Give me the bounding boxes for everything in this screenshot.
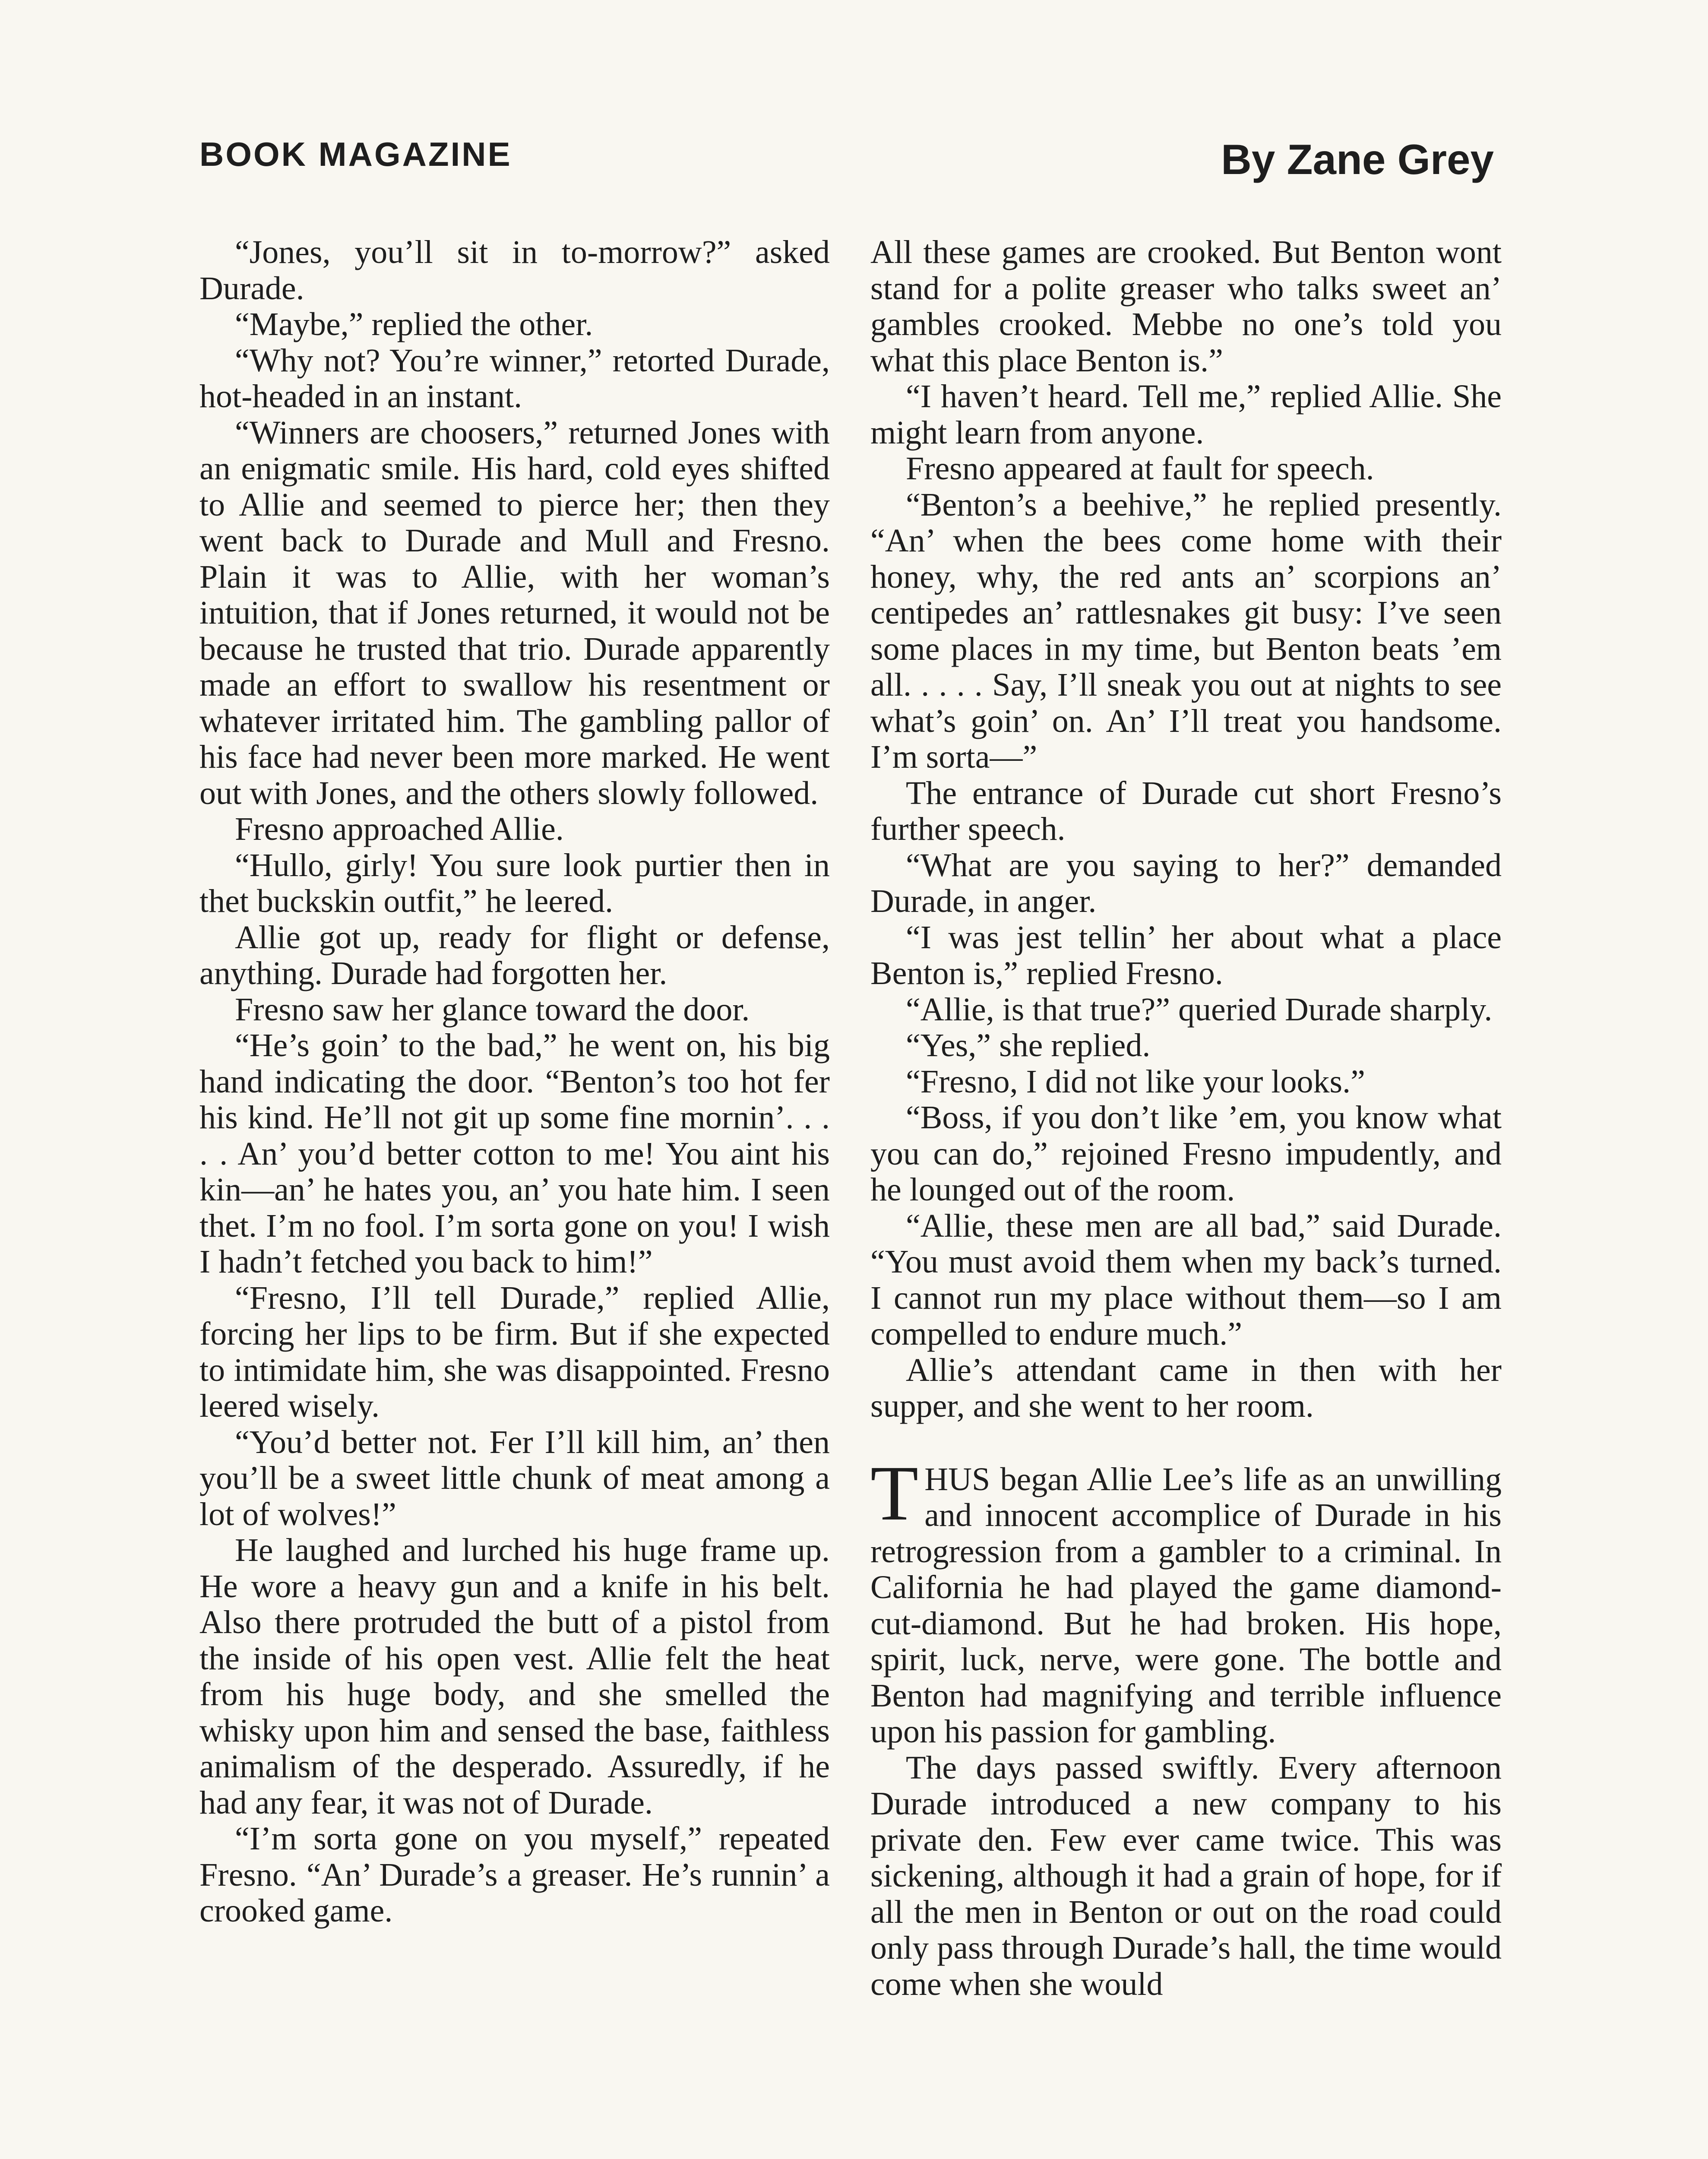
running-header-author: By Zane Grey [1221, 136, 1494, 183]
paragraph: “I’m sorta gone on you myself,” repeated Fresno. “An’ Durade’s a greaser. He’s runnin’ a crooked game. [199, 1820, 830, 1929]
paragraph: “Fresno, I did not like your looks.” [906, 1063, 1365, 1100]
paragraph: “He’s goin’ to the bad,” he went on, his big hand indicating the door. “Benton’s too hot fer his kind. He’ll not git up some fine mornin’. . . . . An’ you’d better cotton to me! You aint his kin—an’ he hates you, an’ you hate him. I seen thet. I’m no fool. I’m sorta gone on you! I wish I hadn’t fetched you back to him!” [199, 1027, 830, 1280]
paragraph: “Yes,” she replied. [906, 1027, 1151, 1064]
paragraph: “Allie, these men are all bad,” said Durade. “You must avoid them when my back’s turned. I cannot run my place without them—so I am compelled to endure much.” [870, 1207, 1502, 1352]
drop-cap-letter: T [870, 1450, 919, 1537]
paragraph: “Allie, is that true?” queried Durade sharply. [906, 991, 1493, 1028]
paragraph: “I was jest tellin’ her about what a place Benton is,” replied Fresno. [870, 919, 1502, 991]
paragraph: Fresno saw her glance toward the door. [235, 991, 750, 1028]
paragraph-continued: All these games are crooked. But Benton wont stand for a polite greaser who talks sweet an’ gambles crooked. Mebbe no one’s told you what this place Benton is.” [870, 234, 1502, 379]
paragraph: “Maybe,” replied the other. [235, 306, 593, 342]
right-text-column [870, 234, 1502, 2002]
paragraph: Fresno appeared at fault for speech. [906, 450, 1374, 487]
paragraph: Allie got up, ready for flight or defense, anything. Durade had forgotten her. [199, 919, 830, 991]
paragraph: Allie’s attendant came in then with her supper, and she went to her room. [870, 1352, 1502, 1424]
paragraph: “I haven’t heard. Tell me,” replied Allie. She might learn from anyone. [870, 378, 1502, 451]
section-opening-text: HUS began Allie Lee’s life as an unwilling and innocent accomplice of Durade in his retrogression from a gambler to a criminal. In California he had played the game diamond-cut-diamond. But he had broken. His hope, spirit, luck, nerve, were gone. The bottle and Benton had magnifying and terrible influence upon his passion for gambling. [870, 1461, 1502, 1750]
section-opening-paragraph [870, 1450, 1502, 1750]
paragraph: The days passed swiftly. Every afternoon Durade introduced a new company to his private den. Few ever came twice. This was sickening, although it had a grain of hope, for if all the men in Benton or out on the road could only pass through Durade’s hall, the time would come when she would [870, 1749, 1502, 2002]
paragraph: “Hullo, girly! You sure look purtier then in thet buckskin outfit,” he leered. [199, 847, 830, 919]
running-header-title: BOOK MAGAZINE [199, 135, 512, 173]
paragraph: “Boss, if you don’t like ’em, you know what you can do,” rejoined Fresno impudently, and he lounged out of the room. [870, 1099, 1502, 1208]
paragraph: The entrance of Durade cut short Fresno’s further speech. [870, 775, 1502, 847]
paragraph: “You’d better not. Fer I’ll kill him, an’ then you’ll be a sweet little chunk of meat among a lot of wolves!” [199, 1424, 830, 1532]
paragraph: “Winners are choosers,” returned Jones with an enigmatic smile. His hard, cold eyes shifted to Allie and seemed to pierce her; then they went back to Durade and Mull and Fresno. Plain it was to Allie, with her woman’s intuition, that if Jones returned, it would not be because he trusted that trio. Durade apparently made an effort to swallow his resentment or whatever irritated him. The gambling pallor of his face had never been more marked. He went out with Jones, and the others slowly followed. [199, 414, 830, 811]
paragraph: Fresno approached Allie. [235, 811, 564, 847]
paragraph: “Benton’s a beehive,” he replied presently. “An’ when the bees come home with their honey, why, the red ants an’ scorpions an’ centipedes an’ rattlesnakes git busy: I’ve seen some places in my time, but Benton beats ’em all. . . . . Say, I’ll sneak you out at nights to see what’s goin’ on. An’ I’ll treat you handsome. I’m sorta—” [870, 486, 1502, 775]
paragraph: “Why not? You’re winner,” retorted Durade, hot-headed in an instant. [199, 342, 830, 415]
paragraph: “Fresno, I’ll tell Durade,” replied Allie, forcing her lips to be firm. But if she expected to intimidate him, she was disappointed. Fresno leered wisely. [199, 1279, 830, 1424]
left-text-column [199, 234, 830, 1929]
paragraph: He laughed and lurched his huge frame up. He wore a heavy gun and a knife in his belt. Also there protruded the butt of a pistol from the inside of his open vest. Allie felt the heat from his huge body, and she smelled the whisky upon him and sensed the base, faithless animalism of the desperado. Assuredly, if he had any fear, it was not of Durade. [199, 1532, 830, 1821]
paragraph: “Jones, you’ll sit in to-morrow?” asked Durade. [199, 234, 830, 307]
paragraph: “What are you saying to her?” demanded Durade, in anger. [870, 847, 1502, 919]
